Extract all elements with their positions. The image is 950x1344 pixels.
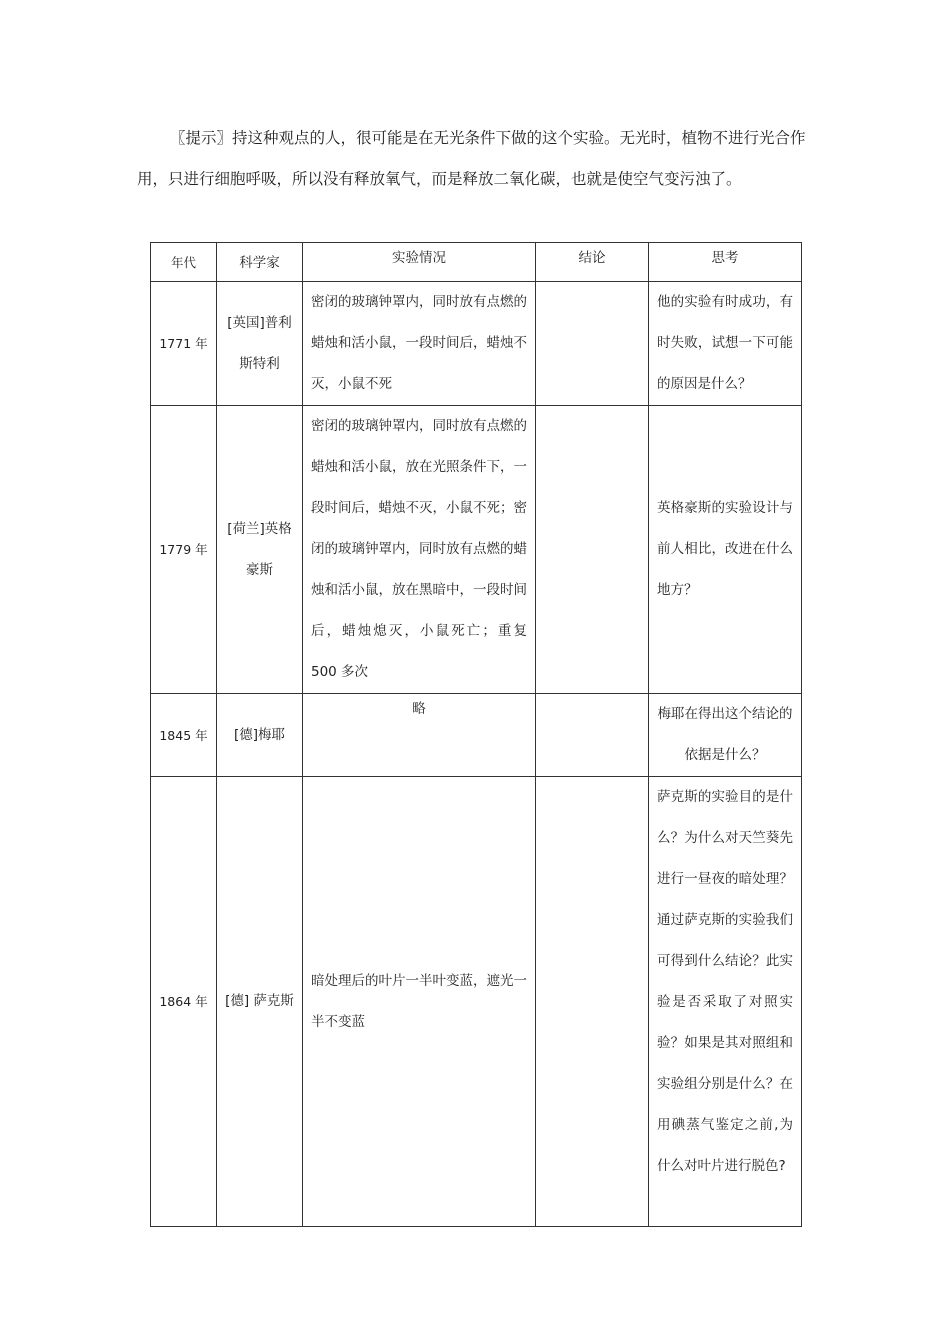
cell-thinking: 梅耶在得出这个结论的依据是什么？ xyxy=(649,694,802,777)
cell-experiment: 略 xyxy=(303,694,536,777)
cell-conclusion xyxy=(536,694,649,777)
cell-experiment: 密闭的玻璃钟罩内，同时放有点燃的蜡烛和活小鼠，一段时间后，蜡烛不灭，小鼠不死 xyxy=(303,282,536,406)
table-row xyxy=(151,777,802,1227)
cell-year: 1864 年 xyxy=(151,777,217,1227)
cell-conclusion xyxy=(536,406,649,694)
cell-thinking: 萨克斯的实验目的是什么？为什么对天竺葵先进行一昼夜的暗处理？通过萨克斯的实验我们可得到什么结论？此实验是否采取了对照实验？如果是其对照组和实验组分别是什么？在用碘蒸气鉴定之前,为什么对叶片进行脱色? xyxy=(649,777,802,1227)
cell-scientist: [德] 萨克斯 xyxy=(217,777,303,1227)
header-scientist: 科学家 xyxy=(217,243,303,282)
cell-year: 1779 年 xyxy=(151,406,217,694)
cell-thinking: 英格豪斯的实验设计与前人相比，改进在什么地方？ xyxy=(649,406,802,694)
table-row xyxy=(151,406,802,694)
cell-experiment: 暗处理后的叶片一半叶变蓝，遮光一半不变蓝 xyxy=(303,777,536,1227)
header-experiment: 实验情况 xyxy=(303,243,536,282)
cell-year: 1771 年 xyxy=(151,282,217,406)
cell-scientist: [德]梅耶 xyxy=(217,694,303,777)
header-year: 年代 xyxy=(151,243,217,282)
cell-year: 1845 年 xyxy=(151,694,217,777)
history-table xyxy=(150,242,802,1227)
cell-conclusion xyxy=(536,282,649,406)
table-row xyxy=(151,282,802,406)
table-header-row xyxy=(151,243,802,282)
header-conclusion: 结论 xyxy=(536,243,649,282)
cell-scientist: [荷兰]英格豪斯 xyxy=(217,406,303,694)
table-row xyxy=(151,694,802,777)
cell-conclusion xyxy=(536,777,649,1227)
header-thinking: 思考 xyxy=(649,243,802,282)
cell-experiment: 密闭的玻璃钟罩内，同时放有点燃的蜡烛和活小鼠，放在光照条件下，一段时间后，蜡烛不灭，小鼠不死；密闭的玻璃钟罩内，同时放有点燃的蜡烛和活小鼠，放在黑暗中，一段时间后，蜡烛熄灭，小鼠死亡；重复 500 多次 xyxy=(303,406,536,694)
cell-scientist: [英国]普利斯特利 xyxy=(217,282,303,406)
hint-paragraph: 〖提示〗持这种观点的人，很可能是在无光条件下做的这个实验。无光时，植物不进行光合作用，只进行细胞呼吸，所以没有释放氧气，而是释放二氧化碳，也就是使空气变污浊了。 xyxy=(137,129,806,188)
cell-thinking: 他的实验有时成功，有时失败，试想一下可能的原因是什么？ xyxy=(649,282,802,406)
